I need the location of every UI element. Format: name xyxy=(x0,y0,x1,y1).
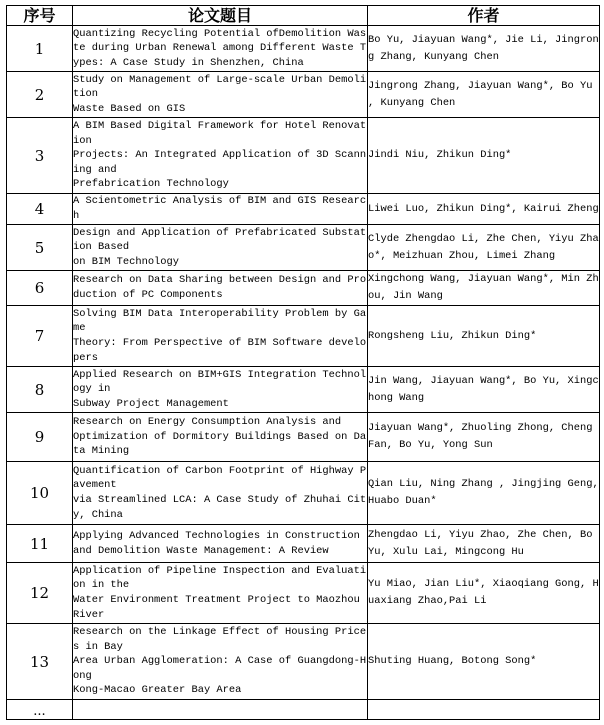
table-row xyxy=(7,26,600,72)
row-title: Research on Data Sharing between Design and Production of PC Components xyxy=(73,271,368,306)
row-number: 6 xyxy=(7,271,73,306)
row-title: Solving BIM Data Interoperability Problem by Game Theory: From Perspective of BIM Software developers xyxy=(73,306,368,367)
row-number: 1 xyxy=(7,26,73,72)
table-row xyxy=(7,271,600,306)
row-title: Research on the Linkage Effect of Housing Prices in Bay Area Urban Agglomeration: A Case of Guangdong-Hong Kong-Macao Greater Bay Area xyxy=(73,624,368,700)
row-number: 2 xyxy=(7,72,73,118)
table-row xyxy=(7,462,600,525)
row-number: 10 xyxy=(7,462,73,525)
row-title: Applied Research on BIM+GIS Integration Technology in Subway Project Management xyxy=(73,367,368,413)
header-title: 论文题目 xyxy=(73,6,368,26)
row-title: A BIM Based Digital Framework for Hotel Renovation Projects: An Integrated Application of 3D Scanning and Prefabrication Technology xyxy=(73,118,368,194)
row-number: 12 xyxy=(7,563,73,624)
row-number: 7 xyxy=(7,306,73,367)
continuation-ellipsis: ... xyxy=(7,700,73,720)
row-number: 4 xyxy=(7,194,73,225)
row-authors: Qian Liu, Ning Zhang , Jingjing Geng, Huabo Duan* xyxy=(368,462,600,525)
row-title: Application of Pipeline Inspection and Evaluation in the Water Environment Treatment Project to Maozhou River xyxy=(73,563,368,624)
papers-table xyxy=(6,5,600,720)
table-row xyxy=(7,525,600,563)
row-authors: Jindi Niu, Zhikun Ding* xyxy=(368,118,600,194)
row-number: 8 xyxy=(7,367,73,413)
row-title: A Scientometric Analysis of BIM and GIS Research xyxy=(73,194,368,225)
row-title: Quantizing Recycling Potential ofDemolition Waste during Urban Renewal among Different Waste Types: A Case Study in Shenzhen, China xyxy=(73,26,368,72)
row-title: Research on Energy Consumption Analysis and Optimization of Dormitory Buildings Based on Data Mining xyxy=(73,413,368,462)
row-title: Quantification of Carbon Footprint of Highway Pavement via Streamlined LCA: A Case Study of Zhuhai City, China xyxy=(73,462,368,525)
row-authors: Jin Wang, Jiayuan Wang*, Bo Yu, Xingchong Wang xyxy=(368,367,600,413)
row-authors: Zhengdao Li, Yiyu Zhao, Zhe Chen, Bo Yu, Xulu Lai, Mingcong Hu xyxy=(368,525,600,563)
table-row xyxy=(7,563,600,624)
continuation-title xyxy=(73,700,368,720)
row-number: 5 xyxy=(7,225,73,271)
row-authors: Bo Yu, Jiayuan Wang*, Jie Li, Jingrong Zhang, Kunyang Chen xyxy=(368,26,600,72)
table-row xyxy=(7,367,600,413)
row-authors: Yu Miao, Jian Liu*, Xiaoqiang Gong, Huaxiang Zhao,Pai Li xyxy=(368,563,600,624)
row-authors: Shuting Huang, Botong Song* xyxy=(368,624,600,700)
row-title: Applying Advanced Technologies in Construction and Demolition Waste Management: A Review xyxy=(73,525,368,563)
row-number: 13 xyxy=(7,624,73,700)
row-authors: Xingchong Wang, Jiayuan Wang*, Min Zhou, Jin Wang xyxy=(368,271,600,306)
table-row xyxy=(7,194,600,225)
table-row xyxy=(7,72,600,118)
table-row xyxy=(7,624,600,700)
row-authors: Clyde Zhengdao Li, Zhe Chen, Yiyu Zhao*, Meizhuan Zhou, Limei Zhang xyxy=(368,225,600,271)
row-authors: Rongsheng Liu, Zhikun Ding* xyxy=(368,306,600,367)
row-title: Study on Management of Large-scale Urban Demolition Waste Based on GIS xyxy=(73,72,368,118)
row-authors: Liwei Luo, Zhikun Ding*, Kairui Zheng xyxy=(368,194,600,225)
row-authors: Jiayuan Wang*, Zhuoling Zhong, Cheng Fan, Bo Yu, Yong Sun xyxy=(368,413,600,462)
header-authors: 作者 xyxy=(368,6,600,26)
row-number: 3 xyxy=(7,118,73,194)
table-row xyxy=(7,225,600,271)
row-number: 9 xyxy=(7,413,73,462)
row-number: 11 xyxy=(7,525,73,563)
table-row xyxy=(7,118,600,194)
table-row xyxy=(7,413,600,462)
header-number: 序号 xyxy=(7,6,73,26)
table-row xyxy=(7,306,600,367)
header-row xyxy=(7,6,600,26)
row-title: Design and Application of Prefabricated Substation Based on BIM Technology xyxy=(73,225,368,271)
continuation-row xyxy=(7,700,600,720)
row-authors: Jingrong Zhang, Jiayuan Wang*, Bo Yu , Kunyang Chen xyxy=(368,72,600,118)
continuation-authors xyxy=(368,700,600,720)
